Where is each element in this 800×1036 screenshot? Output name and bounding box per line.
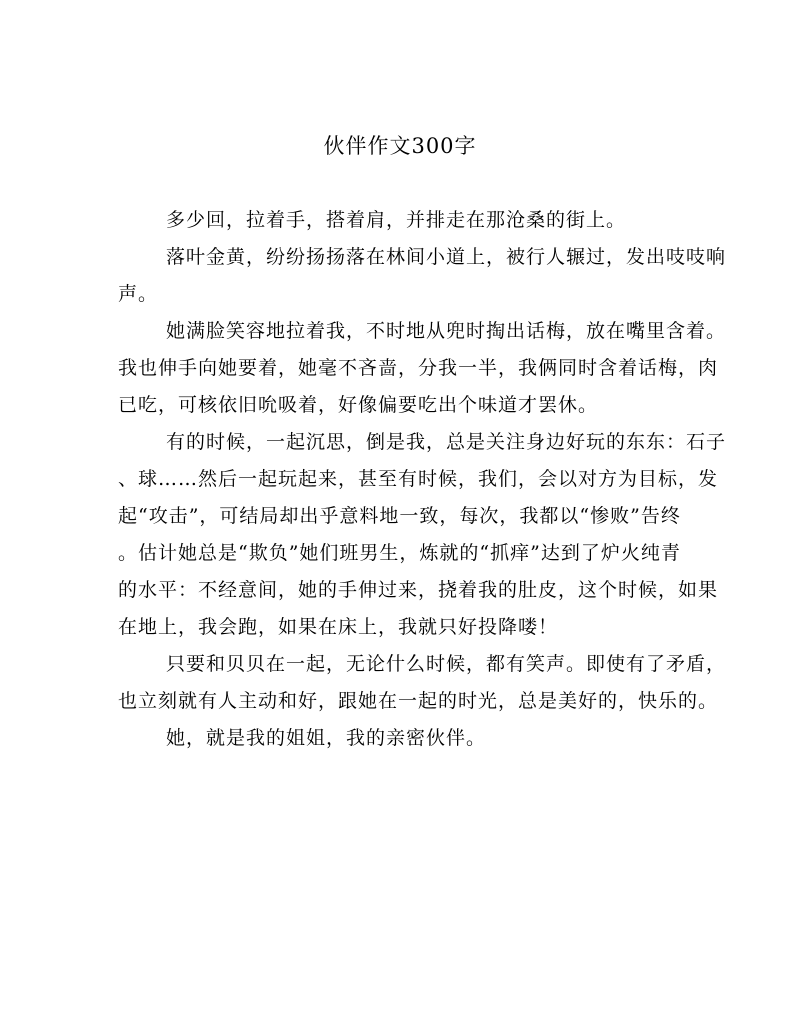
text-line: 起“攻击”，可结局却出乎意料地一致，每次，我都以“惨败”告终	[118, 505, 681, 527]
text-line: 、球……然后一起玩起来，甚至有时候，我们，会以对方为目标，发	[118, 468, 719, 490]
paragraph	[118, 720, 678, 757]
text-line: 我也伸手向她要着，她毫不吝啬，分我一半，我俩同时含着话梅，肉	[118, 357, 719, 379]
text-line: 多少回，拉着手，搭着肩，并排走在那沧桑的街上。	[166, 209, 627, 231]
paragraph	[118, 424, 727, 646]
paragraph	[118, 646, 727, 720]
text-line: 只要和贝贝在一起，无论什么时候，都有笑声。即使有了矛盾，	[166, 653, 727, 675]
paragraph	[118, 202, 678, 239]
paragraph	[118, 313, 727, 424]
text-line: 也立刻就有人主动和好，跟她在一起的时光，总是美好的，快乐的。	[118, 690, 719, 712]
text-line: 有的时候，一起沉思，倒是我，总是关注身边好玩的东东：石子	[166, 431, 727, 453]
document-title: 伙伴作文300字	[323, 134, 477, 158]
text-line: 她，就是我的姐姐，我的亲密伙伴。	[166, 727, 487, 749]
text-line: 她满脸笑容地拉着我，不时地从兜时掏出话梅，放在嘴里含着。	[166, 320, 727, 342]
text-line: 落叶金黄，纷纷扬扬落在林间小道上，被行人辗过，发出吱吱响	[166, 246, 727, 268]
document-body	[118, 202, 727, 757]
text-line: 声。	[118, 283, 159, 305]
text-line: 在地上，我会跑，如果在床上，我就只好投降喽！	[118, 616, 559, 638]
text-line: 已吃，可核依旧吮吸着，好像偏要吃出个味道才罢休。	[118, 394, 599, 416]
text-line: 。估计她总是“欺负”她们班男生，炼就的“抓痒”达到了炉火纯青	[118, 542, 681, 564]
paragraph	[118, 239, 727, 313]
text-line: 的水平：不经意间，她的手伸过来，挠着我的肚皮，这个时候，如果	[118, 579, 719, 601]
